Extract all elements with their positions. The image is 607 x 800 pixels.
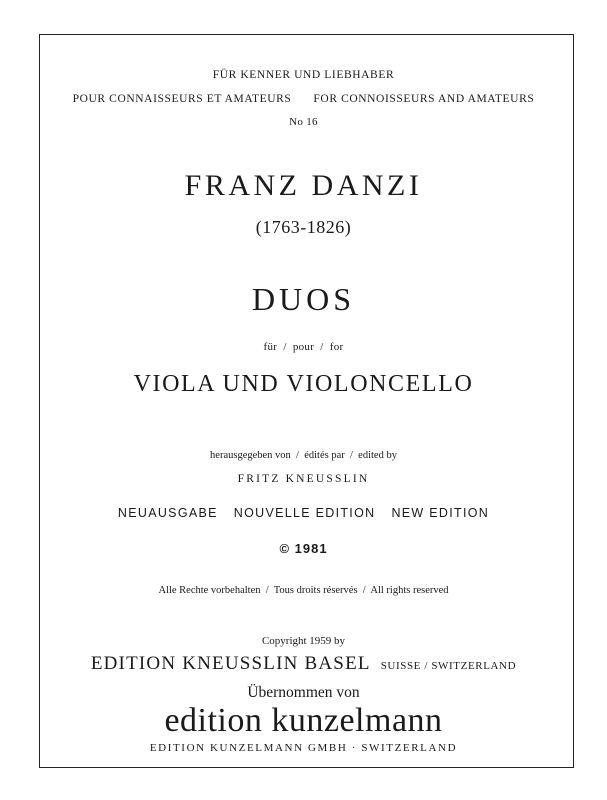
for-line: für / pour / for <box>263 341 344 353</box>
instrumentation: VIOLA UND VIOLONCELLO <box>133 371 474 397</box>
taken-over-by: Übernommen von <box>247 684 360 701</box>
series-title-english: FOR CONNOISSEURS AND AMATEURS <box>313 93 535 105</box>
edited-by-line: herausgegeben von / édités par / edited by <box>210 450 397 461</box>
edition-german: NEUAUSGABE <box>117 506 218 520</box>
composer-name: FRANZ DANZI <box>184 169 423 202</box>
original-publisher: EDITION KNEUSSLIN BASEL <box>90 653 371 674</box>
publisher-location: SUISSE / SWITZERLAND <box>380 660 517 672</box>
editor-name: FRITZ KNEUSSLIN <box>237 473 370 485</box>
publisher-logo-text: edition kunzelmann <box>164 702 443 739</box>
publisher-company: EDITION KUNZELMANN GMBH · SWITZERLAND <box>149 742 458 754</box>
series-title-french-english <box>0 94 607 106</box>
series-title-german: FÜR KENNER UND LIEBHABER <box>212 69 395 81</box>
copyright-1959: Copyright 1959 by <box>261 635 346 647</box>
original-publisher-line <box>0 654 607 673</box>
copyright-year: © 1981 <box>279 541 328 556</box>
edition-french: NOUVELLE EDITION <box>233 506 376 520</box>
edition-english: NEW EDITION <box>391 506 490 520</box>
work-title: DUOS <box>251 281 356 317</box>
series-title-french: POUR CONNAISSEURS ET AMATEURS <box>72 93 292 105</box>
rights-reserved: Alle Rechte vorbehalten / Tous droits réservés / All rights reserved <box>158 585 449 596</box>
series-number: No 16 <box>289 116 318 128</box>
edition-line <box>0 507 607 520</box>
composer-dates: (1763-1826) <box>255 217 352 237</box>
